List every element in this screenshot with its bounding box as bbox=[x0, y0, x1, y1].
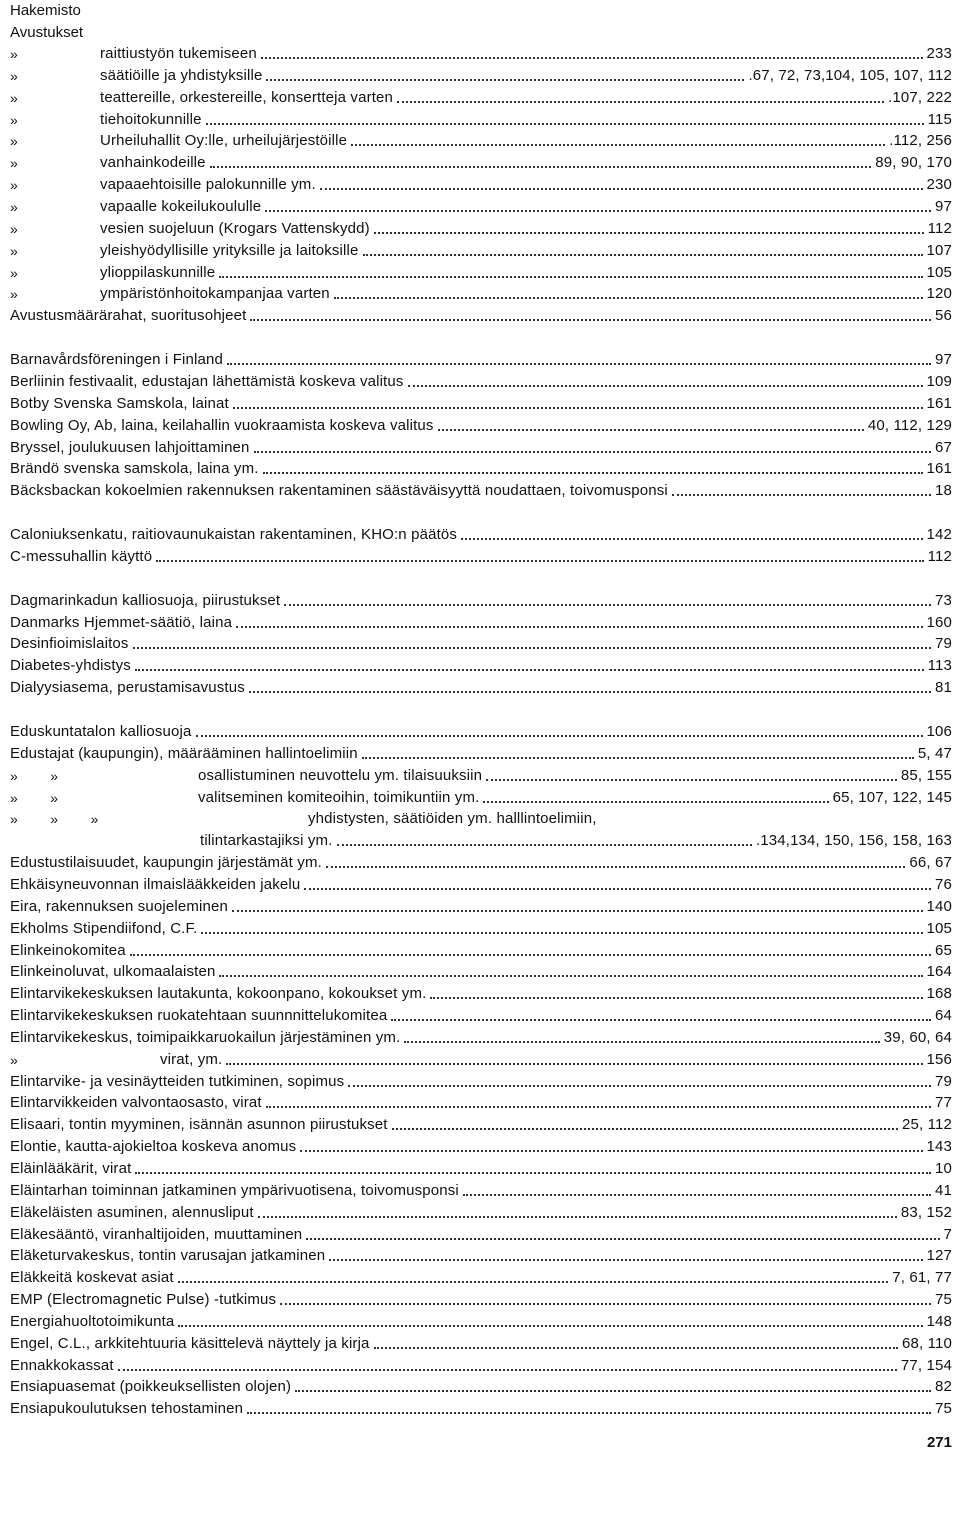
index-entry bbox=[10, 305, 952, 325]
entry-text: EMP (Electromagnetic Pulse) -tutkimus bbox=[10, 1291, 277, 1308]
section-heading: Avustukset bbox=[10, 24, 84, 41]
entry-pages: 233 bbox=[926, 45, 952, 62]
ditto-mark: » bbox=[10, 198, 18, 215]
entry-text: Danmarks Hjemmet-säätiö, laina bbox=[10, 613, 233, 631]
entry-text: ylioppilaskunnille bbox=[100, 263, 216, 281]
dot-leader bbox=[326, 866, 905, 868]
index-entry bbox=[10, 1224, 952, 1244]
index-entry bbox=[10, 283, 952, 303]
entry-text: vesien suojeluun (Krogars Vattenskydd) bbox=[100, 219, 370, 237]
entry-text: Eduskuntatalon kalliosuoja bbox=[10, 723, 192, 740]
dot-leader bbox=[362, 757, 914, 759]
dot-leader bbox=[304, 888, 931, 890]
entry-text: C-messuhallin käyttö bbox=[10, 547, 153, 565]
dot-leader bbox=[363, 254, 923, 256]
dot-leader bbox=[130, 954, 931, 956]
ditto-mark: » bbox=[10, 111, 18, 128]
index-entry bbox=[10, 1245, 952, 1265]
entry-pages: 107 bbox=[926, 241, 952, 259]
index-entry bbox=[10, 458, 952, 478]
entry-text: Edustustilaisuudet, kaupungin järjestämät ym. bbox=[10, 854, 322, 872]
entry-text: säätiöille ja yhdistyksille bbox=[100, 66, 263, 84]
entry-pages: 97 bbox=[935, 197, 952, 215]
index-entry bbox=[10, 612, 952, 632]
index-entry bbox=[10, 1071, 952, 1091]
dot-leader bbox=[392, 1128, 898, 1130]
index-entry bbox=[10, 655, 952, 675]
entry-text: yhdistysten, säätiöiden ym. halllintoelimiin, bbox=[308, 810, 597, 828]
entry-pages: 89, 90, 170 bbox=[875, 154, 952, 172]
entry-text: vapaalle kokeilukoululle bbox=[100, 197, 262, 215]
index-entry bbox=[10, 852, 952, 872]
index-entry bbox=[10, 1092, 952, 1112]
entry-pages: 5, 47 bbox=[917, 744, 952, 762]
index-entry bbox=[10, 262, 952, 282]
ditto-mark: » bbox=[10, 155, 18, 172]
entry-pages: 79 bbox=[935, 635, 952, 653]
entry-pages: 160 bbox=[926, 613, 952, 631]
index-entry bbox=[10, 918, 952, 938]
dot-leader bbox=[351, 144, 885, 146]
entry-text: Eira, rakennuksen suojeleminen bbox=[10, 897, 228, 915]
index-entry bbox=[10, 1158, 952, 1178]
dot-leader bbox=[430, 997, 922, 999]
entry-text: Bowling Oy, Ab, laina, keilahallin vuokraamista koskeva valitus bbox=[10, 416, 434, 434]
entry-pages: 127 bbox=[926, 1247, 952, 1265]
ditto-mark: » bbox=[10, 286, 18, 303]
entry-text: Brändö svenska samskola, laina ym. bbox=[10, 460, 259, 478]
dot-leader bbox=[348, 1085, 931, 1087]
dot-leader bbox=[334, 297, 923, 299]
entry-pages: 105 bbox=[926, 263, 952, 281]
entry-pages: 161 bbox=[926, 460, 952, 478]
entry-text: ympäristönhoitokampanjaa varten bbox=[100, 285, 330, 303]
entry-pages: 56 bbox=[935, 307, 952, 325]
dot-leader bbox=[284, 604, 931, 606]
page-number: 271 bbox=[926, 1434, 952, 1451]
dot-leader bbox=[236, 626, 922, 628]
dot-leader bbox=[226, 1063, 922, 1065]
dot-leader bbox=[337, 844, 752, 846]
entry-pages: .134,134, 150, 156, 158, 163 bbox=[755, 832, 952, 850]
entry-text: Elinkeinoluvat, ulkomaalaisten bbox=[10, 963, 216, 981]
entry-text: vapaaehtoisille palokunnille ym. bbox=[100, 176, 316, 194]
entry-pages: 97 bbox=[935, 351, 952, 369]
dot-leader bbox=[300, 1150, 922, 1152]
index-entry bbox=[10, 940, 952, 960]
entry-pages: 83, 152 bbox=[900, 1203, 952, 1221]
index-entry bbox=[10, 174, 952, 194]
entry-text: Avustusmäärärahat, suoritusohjeet bbox=[10, 307, 247, 325]
entry-pages: .112, 256 bbox=[889, 132, 952, 150]
index-entry bbox=[10, 983, 952, 1003]
entry-text: Elisaari, tontin myyminen, isännän asunnon piirustukset bbox=[10, 1116, 388, 1134]
dot-leader bbox=[408, 385, 923, 387]
entry-text: Diabetes-yhdistys bbox=[10, 657, 131, 675]
index-entry bbox=[10, 896, 952, 916]
entry-text: Desinfioimislaitos bbox=[10, 635, 129, 653]
index-entry bbox=[10, 349, 952, 369]
dot-leader bbox=[210, 166, 872, 168]
entry-pages: 64 bbox=[935, 1007, 952, 1024]
entry-pages: 142 bbox=[926, 526, 952, 543]
index-entry bbox=[10, 1005, 952, 1025]
dot-leader bbox=[156, 560, 923, 562]
index-entry bbox=[10, 130, 952, 150]
entry-pages: 25, 112 bbox=[902, 1116, 952, 1134]
dot-leader bbox=[672, 494, 931, 496]
index-entry bbox=[10, 43, 952, 63]
dot-leader bbox=[247, 1412, 931, 1414]
index-entry bbox=[10, 1398, 952, 1418]
dot-leader bbox=[261, 57, 923, 59]
entry-pages: 85, 155 bbox=[900, 766, 952, 784]
index-entry bbox=[10, 524, 952, 544]
dot-leader bbox=[483, 801, 828, 803]
dot-leader bbox=[201, 932, 922, 934]
entry-pages: 164 bbox=[926, 963, 952, 981]
entry-pages: 7 bbox=[943, 1225, 952, 1243]
index-entry bbox=[10, 721, 952, 741]
index-entry bbox=[10, 1355, 952, 1375]
index-entry bbox=[10, 437, 952, 457]
index-entry bbox=[10, 1311, 952, 1331]
entry-pages: 76 bbox=[935, 875, 952, 893]
entry-text: Energiahuoltotoimikunta bbox=[10, 1312, 175, 1330]
entry-pages: 143 bbox=[926, 1138, 952, 1156]
index-entry bbox=[10, 1333, 952, 1353]
index-entry bbox=[10, 1136, 952, 1156]
entry-pages: .107, 222 bbox=[888, 88, 952, 106]
entry-text: Bryssel, joulukuusen lahjoittaminen bbox=[10, 438, 250, 456]
entry-pages: 65, 107, 122, 145 bbox=[832, 788, 952, 806]
entry-pages: 109 bbox=[926, 372, 952, 390]
index-entry bbox=[10, 1267, 952, 1287]
dot-leader bbox=[463, 1194, 931, 1196]
dot-leader bbox=[118, 1369, 897, 1371]
index-entry bbox=[10, 961, 952, 981]
ditto-mark: » » bbox=[10, 767, 59, 784]
index-entry bbox=[10, 1202, 952, 1222]
entry-pages: 68, 110 bbox=[902, 1334, 952, 1352]
entry-text: Elontie, kautta-ajokieltoa koskeva anomus bbox=[10, 1138, 297, 1156]
entry-text: Barnavårdsföreningen i Finland bbox=[10, 351, 223, 369]
entry-pages: 75 bbox=[935, 1400, 952, 1418]
entry-pages: .67, 72, 73,104, 105, 107, 112 bbox=[748, 66, 952, 84]
dot-leader bbox=[438, 429, 864, 431]
entry-text: Ensiapukoulutuksen tehostaminen bbox=[10, 1400, 244, 1418]
index-entry bbox=[10, 1180, 952, 1200]
entry-text: osallistuminen neuvottelu ym. tilaisuuksiin bbox=[198, 766, 483, 784]
index-entry bbox=[10, 415, 952, 435]
entry-pages: 81 bbox=[935, 679, 952, 697]
entry-pages: 65 bbox=[935, 941, 952, 959]
entry-text: Elintarvikekeskus, toimipaikkaruokailun järjestäminen ym. bbox=[10, 1028, 401, 1046]
dot-leader bbox=[306, 1238, 939, 1240]
dot-leader bbox=[133, 647, 931, 649]
entry-text: Eläkesääntö, viranhaltijoiden, muuttaminen bbox=[10, 1225, 303, 1243]
ditto-mark: » bbox=[10, 89, 18, 106]
dot-leader bbox=[266, 1106, 931, 1108]
entry-pages: 115 bbox=[927, 110, 952, 128]
index-entry bbox=[10, 1376, 952, 1396]
entry-text: Eläketurvakeskus, tontin varusajan jatkaminen bbox=[10, 1247, 326, 1265]
index-entry bbox=[10, 677, 952, 697]
dot-leader bbox=[263, 472, 923, 474]
dot-leader bbox=[258, 1216, 897, 1218]
ditto-mark: » bbox=[10, 46, 18, 62]
ditto-mark: » bbox=[10, 177, 18, 194]
dot-leader bbox=[232, 910, 923, 912]
entry-pages: 10 bbox=[935, 1160, 952, 1177]
dot-leader bbox=[486, 779, 897, 781]
index-entry bbox=[10, 830, 952, 850]
index-entry bbox=[10, 480, 952, 500]
ditto-mark: » bbox=[10, 220, 18, 237]
index-entry bbox=[10, 109, 952, 129]
entry-text: Urheiluhallit Oy:lle, urheilujärjestöille bbox=[100, 132, 348, 150]
index-entry bbox=[10, 808, 952, 828]
entry-pages: 105 bbox=[926, 919, 952, 937]
index-entry bbox=[10, 196, 952, 216]
entry-text: Eläkeläisten asuminen, alennusliput bbox=[10, 1203, 254, 1221]
entry-text: Ehkäisyneuvonnan ilmaislääkkeiden jakelu bbox=[10, 875, 301, 893]
dot-leader bbox=[135, 669, 924, 671]
dot-leader bbox=[391, 1019, 931, 1021]
entry-pages: 156 bbox=[926, 1050, 952, 1068]
entry-text: virat, ym. bbox=[160, 1050, 223, 1068]
index-entry bbox=[10, 371, 952, 391]
dot-leader bbox=[178, 1325, 922, 1327]
index-entry bbox=[10, 590, 952, 610]
dot-leader bbox=[135, 1172, 931, 1174]
entry-text: Berliinin festivaalit, edustajan lähettämistä koskeva valitus bbox=[10, 372, 404, 390]
entry-text: vanhainkodeille bbox=[100, 154, 206, 172]
dot-leader bbox=[374, 1347, 898, 1349]
entry-text: Caloniuksenkatu, raitiovaunukaistan rakentaminen, KHO:n päätös bbox=[10, 526, 458, 543]
entry-pages: 230 bbox=[926, 176, 952, 194]
entry-text: Ensiapuasemat (poikkeuksellisten olojen) bbox=[10, 1378, 292, 1396]
entry-pages: 7, 61, 77 bbox=[892, 1269, 952, 1287]
entry-pages: 168 bbox=[926, 985, 952, 1003]
dot-leader bbox=[265, 210, 931, 212]
entry-pages: 18 bbox=[935, 482, 952, 500]
entry-pages: 41 bbox=[935, 1181, 952, 1199]
dot-leader bbox=[320, 188, 923, 190]
ditto-mark: » bbox=[10, 1051, 18, 1068]
entry-text: tilintarkastajiksi ym. bbox=[200, 832, 333, 850]
index-title: Hakemisto bbox=[10, 2, 81, 19]
entry-text: valitseminen komiteoihin, toimikuntiin ym. bbox=[198, 788, 480, 806]
entry-text: Bäcksbackan kokoelmien rakennuksen rakentaminen säästäväisyyttä noudattaen, toivomusponsi bbox=[10, 482, 668, 500]
index-entry bbox=[10, 218, 952, 238]
entry-pages: 67 bbox=[935, 438, 952, 456]
index-entry bbox=[10, 1027, 952, 1047]
entry-text: Eläinlääkärit, virat bbox=[10, 1160, 132, 1177]
entry-pages: 82 bbox=[935, 1378, 952, 1396]
index-entry bbox=[10, 874, 952, 894]
index-entry bbox=[10, 240, 952, 260]
entry-text: Elintarvikekeskuksen lautakunta, kokoonpano, kokoukset ym. bbox=[10, 985, 427, 1003]
dot-leader bbox=[329, 1259, 922, 1261]
index-entry bbox=[10, 546, 952, 566]
dot-leader bbox=[233, 407, 923, 409]
entry-text: Dialyysiasema, perustamisavustus bbox=[10, 679, 245, 697]
entry-text: Dagmarinkadun kalliosuoja, piirustukset bbox=[10, 591, 281, 609]
entry-pages: 79 bbox=[935, 1072, 952, 1090]
entry-text: Eläkkeitä koskevat asiat bbox=[10, 1269, 174, 1287]
entry-text: Engel, C.L., arkkitehtuuria käsittelevä näyttely ja kirja bbox=[10, 1334, 370, 1352]
dot-leader bbox=[206, 123, 924, 125]
entry-pages: 148 bbox=[926, 1312, 952, 1330]
dot-leader bbox=[249, 691, 931, 693]
entry-pages: 77, 154 bbox=[900, 1356, 952, 1374]
dot-leader bbox=[280, 1303, 931, 1305]
index-entry bbox=[10, 152, 952, 172]
entry-pages: 140 bbox=[926, 897, 952, 915]
index-entry bbox=[10, 65, 952, 85]
index-entry bbox=[10, 765, 952, 785]
entry-text: Elinkeinokomitea bbox=[10, 941, 126, 959]
entry-pages: 73 bbox=[935, 591, 952, 609]
entry-pages: 112 bbox=[927, 219, 952, 237]
entry-text: Edustajat (kaupungin), määrääminen hallintoelimiin bbox=[10, 744, 358, 762]
dot-leader bbox=[374, 232, 924, 234]
ditto-mark: » » » bbox=[10, 811, 99, 828]
entry-pages: 106 bbox=[926, 723, 952, 740]
entry-text: teattereille, orkestereille, konsertteja varten bbox=[100, 88, 394, 106]
entry-pages: 161 bbox=[926, 394, 952, 412]
entry-pages: 40, 112, 129 bbox=[867, 416, 952, 434]
entry-pages: 112 bbox=[927, 547, 952, 565]
entry-pages: 39, 60, 64 bbox=[883, 1028, 952, 1046]
entry-pages: 66, 67 bbox=[909, 854, 952, 872]
index-entry bbox=[10, 743, 952, 763]
ditto-mark: » bbox=[10, 67, 18, 84]
index-entry bbox=[10, 87, 952, 107]
index-entry bbox=[10, 393, 952, 413]
ditto-mark: » bbox=[10, 242, 18, 259]
entry-text: Elintarvikkeiden valvontaosasto, virat bbox=[10, 1094, 262, 1112]
dot-leader bbox=[196, 735, 923, 737]
entry-text: Ennakkokassat bbox=[10, 1356, 114, 1374]
dot-leader bbox=[219, 975, 922, 977]
ditto-mark: » bbox=[10, 264, 18, 281]
dot-leader bbox=[266, 79, 744, 81]
dot-leader bbox=[254, 451, 931, 453]
ditto-mark: » » bbox=[10, 789, 59, 806]
index-entry bbox=[10, 1049, 952, 1069]
entry-text: Ekholms Stipendiifond, C.F. bbox=[10, 919, 198, 937]
dot-leader bbox=[250, 319, 931, 321]
entry-text: yleishyödyllisille yrityksille ja laitoksille bbox=[100, 241, 359, 259]
index-entry bbox=[10, 1114, 952, 1134]
dot-leader bbox=[227, 363, 931, 365]
index-entry bbox=[10, 633, 952, 653]
index-entry bbox=[10, 1289, 952, 1309]
entry-text: raittiustyön tukemiseen bbox=[100, 45, 257, 62]
entry-pages: 77 bbox=[935, 1094, 952, 1112]
entry-pages: 120 bbox=[926, 285, 952, 303]
dot-leader bbox=[404, 1041, 879, 1043]
dot-leader bbox=[178, 1281, 889, 1283]
entry-pages: 113 bbox=[927, 657, 952, 675]
entry-text: Eläintarhan toiminnan jatkaminen ympärivuotisena, toivomusponsi bbox=[10, 1181, 459, 1199]
entry-text: Elintarvike- ja vesinäytteiden tutkiminen, sopimus bbox=[10, 1072, 345, 1090]
entry-text: Elintarvikekeskuksen ruokatehtaan suunnnittelukomitea bbox=[10, 1007, 388, 1024]
dot-leader bbox=[397, 101, 884, 103]
entry-text: Botby Svenska Samskola, lainat bbox=[10, 394, 229, 412]
dot-leader bbox=[295, 1390, 931, 1392]
entry-pages: 75 bbox=[935, 1291, 952, 1308]
entry-text: tiehoitokunnille bbox=[100, 110, 202, 128]
dot-leader bbox=[219, 276, 922, 278]
index-entry bbox=[10, 787, 952, 807]
dot-leader bbox=[461, 538, 922, 540]
ditto-mark: » bbox=[10, 133, 18, 150]
